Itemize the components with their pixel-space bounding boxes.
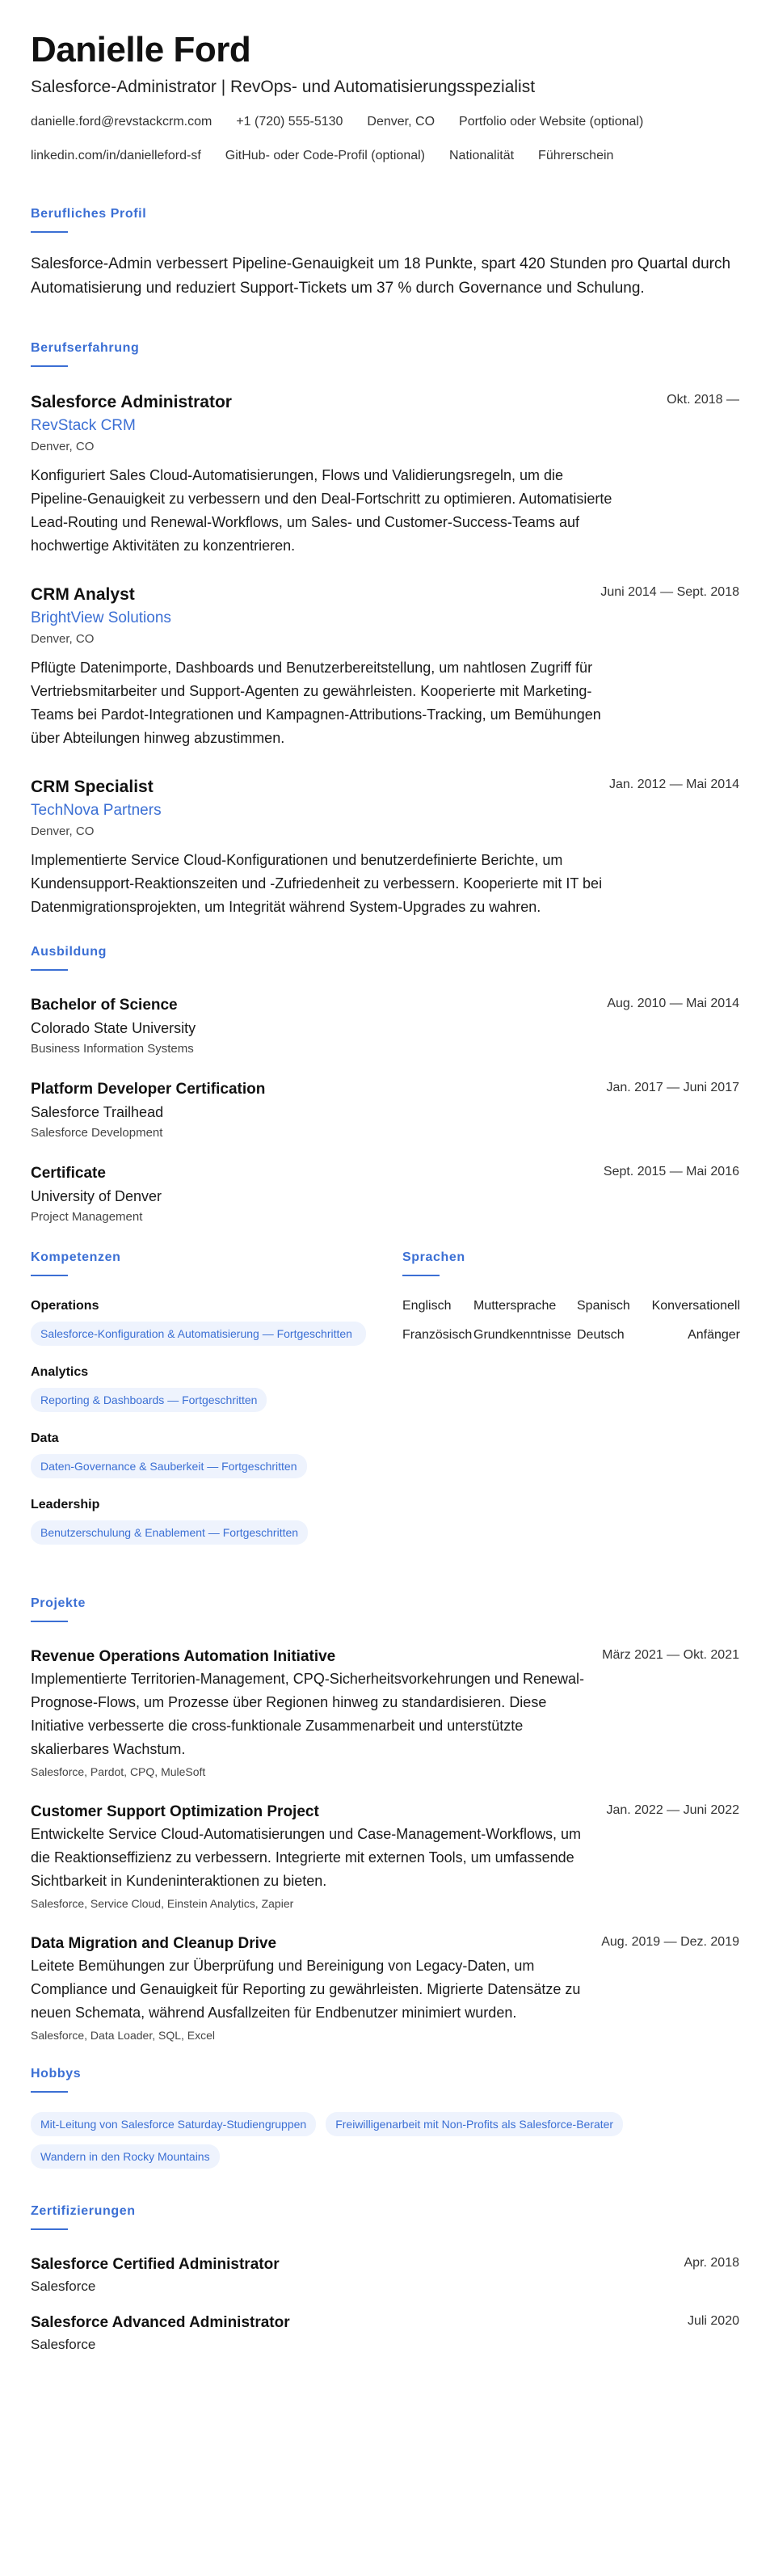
- education-section: [31, 945, 739, 1226]
- education-entry: [31, 1163, 739, 1226]
- experience-section: [31, 341, 739, 919]
- skill-category: Data: [31, 1431, 59, 1445]
- contact-linkedin[interactable]: linkedin.com/in/danielleford-sf: [31, 149, 201, 162]
- certification-date: Apr. 2018: [684, 2256, 739, 2270]
- contact-email[interactable]: danielle.ford@revstackcrm.com: [31, 115, 212, 129]
- languages-section: [402, 1250, 738, 1562]
- section-divider: [31, 1275, 68, 1276]
- section-title: Sprachen: [402, 1250, 465, 1264]
- project-entry: [31, 1802, 739, 1912]
- certification-entry: [31, 2312, 739, 2355]
- section-divider: [31, 2091, 68, 2093]
- job-location: Denver, CO: [31, 632, 95, 646]
- skill-category: Leadership: [31, 1498, 100, 1511]
- section-divider: [31, 365, 68, 367]
- section-divider: [31, 2228, 68, 2230]
- certification-name: Salesforce Certified Administrator: [31, 2256, 280, 2273]
- project-title: Revenue Operations Automation Initiative: [31, 1648, 336, 1665]
- project-entry: [31, 1646, 739, 1781]
- project-description: Implementierte Territorien-Management, CPQ-Sicherheitsvorkehrungen und Renewal-Prognose-Flows, um Prozesse über Regionen hinweg zu standardisieren. Diese Initiative verbesserte die cross-funktionale Zusammenarbeit und unterstützte skalierbares Wachstum.: [31, 1671, 584, 1757]
- project-title: Customer Support Optimization Project: [31, 1803, 319, 1820]
- job-title: CRM Specialist: [31, 778, 154, 796]
- field-of-study: Salesforce Development: [31, 1126, 163, 1140]
- skill-chip: Salesforce-Konfiguration & Automatisierung — Fortgeschritten: [31, 1322, 366, 1346]
- school-name: Colorado State University: [31, 1020, 196, 1036]
- degree-title: Platform Developer Certification: [31, 1081, 266, 1098]
- section-divider: [402, 1275, 440, 1276]
- project-dates: Aug. 2019 — Dez. 2019: [601, 1935, 739, 1949]
- language-level: Konversationell: [651, 1299, 740, 1313]
- project-technologies: Salesforce, Pardot, CPQ, MuleSoft: [31, 1765, 206, 1778]
- skill-chip: Daten-Governance & Sauberkeit — Fortgeschritten: [31, 1454, 307, 1478]
- job-description: Pflügte Datenimporte, Dashboards und Benutzerbereitstellung, um nahtlosen Zugriff für Vertriebsmitarbeiter und Support-Agenten zu gewährleisten. Kooperierte mit Marketing-Teams bei Pardot-Integrationen und Kampagnen-Attributions-Tracking, um Bemühungen über Abteilungen hinweg abzustimmen.: [31, 660, 601, 746]
- contact-portfolio[interactable]: Portfolio oder Website (optional): [459, 115, 644, 129]
- education-dates: Aug. 2010 — Mai 2014: [607, 997, 739, 1010]
- contact-phone[interactable]: +1 (720) 555-5130: [236, 115, 343, 129]
- section-title: Berufserfahrung: [31, 341, 140, 355]
- skill-group: [31, 1297, 394, 1346]
- candidate-headline: Salesforce-Administrator | RevOps- und Automatisierungsspezialist: [31, 78, 536, 96]
- hobby-chips: [31, 2112, 693, 2169]
- hobby-chip: Mit-Leitung von Salesforce Saturday-Studiengruppen: [31, 2112, 316, 2136]
- section-title: Kompetenzen: [31, 1250, 121, 1264]
- section-divider: [31, 231, 68, 233]
- certification-issuer: Salesforce: [31, 2279, 96, 2294]
- contact-license: Führerschein: [538, 149, 614, 162]
- candidate-name: Danielle Ford: [31, 30, 251, 70]
- field-of-study: Project Management: [31, 1210, 143, 1224]
- education-entry: [31, 1079, 739, 1142]
- project-technologies: Salesforce, Service Cloud, Einstein Analytics, Zapier: [31, 1897, 294, 1910]
- project-technologies: Salesforce, Data Loader, SQL, Excel: [31, 2029, 216, 2042]
- hobbies-section: [31, 2067, 739, 2169]
- education-dates: Jan. 2017 — Juni 2017: [606, 1081, 739, 1094]
- languages-grid: [402, 1297, 738, 1344]
- contact-nationality: Nationalität: [449, 149, 515, 162]
- contact-github[interactable]: GitHub- oder Code-Profil (optional): [225, 149, 425, 162]
- job-location: Denver, CO: [31, 440, 95, 453]
- contact-location: Denver, CO: [367, 115, 435, 129]
- project-description: Entwickelte Service Cloud-Automatisierungen und Case-Management-Workflows, um die Reaktionseffizienz zu verbessern. Integrierte mit externen Tools, um umfassende Sichtbarkeit in Kundeninteraktionen zu bieten.: [31, 1826, 581, 1889]
- company-name[interactable]: RevStack CRM: [31, 417, 136, 434]
- contact-info: [31, 113, 726, 165]
- experience-entry: [31, 584, 739, 750]
- section-title: Zertifizierungen: [31, 2204, 136, 2218]
- education-entry: [31, 995, 739, 1058]
- company-name[interactable]: TechNova Partners: [31, 802, 162, 819]
- job-location: Denver, CO: [31, 824, 95, 838]
- language-name: Französisch: [402, 1328, 473, 1342]
- education-dates: Sept. 2015 — Mai 2016: [603, 1165, 739, 1178]
- job-description: Konfiguriert Sales Cloud-Automatisierungen, Flows und Validierungsregeln, um die Pipeline-Genauigkeit zu verbessern und den Deal-Fortschritt zu optimieren. Automatisierte Lead-Routing und Renewal-Workflows, um Sales- und Customer-Success-Teams auf hochwertige Aktivitäten zu konzentrieren.: [31, 467, 612, 554]
- section-divider: [31, 969, 68, 971]
- skill-group: [31, 1496, 394, 1545]
- project-dates: März 2021 — Okt. 2021: [602, 1648, 739, 1662]
- section-title: Projekte: [31, 1596, 86, 1610]
- job-dates: Jan. 2012 — Mai 2014: [609, 778, 739, 791]
- language-level: Muttersprache: [473, 1299, 557, 1313]
- section-title: Ausbildung: [31, 945, 107, 959]
- certifications-section: [31, 2204, 739, 2355]
- section-title: Hobbys: [31, 2067, 82, 2081]
- language-name: Englisch: [402, 1299, 452, 1313]
- project-title: Data Migration and Cleanup Drive: [31, 1935, 277, 1952]
- school-name: University of Denver: [31, 1188, 162, 1204]
- school-name: Salesforce Trailhead: [31, 1104, 164, 1120]
- profile-summary: Salesforce-Admin verbessert Pipeline-Genauigkeit um 18 Punkte, spart 420 Stunden pro Quartal durch Automatisierung und reduziert Support-Tickets um 37 % durch Governance und Schulung.: [31, 255, 731, 297]
- job-description: Implementierte Service Cloud-Konfigurationen und benutzerdefinierte Berichte, um Kundensupport-Reaktionszeiten und -Zufriedenheit zu verbessern. Kooperierte mit IT bei Datenmigrationsprojekten, um Integrität während System-Upgrades zu wahren.: [31, 852, 603, 915]
- certification-issuer: Salesforce: [31, 2337, 96, 2352]
- job-dates: Okt. 2018 —: [667, 393, 739, 407]
- degree-title: Certificate: [31, 1165, 106, 1182]
- experience-entry: [31, 391, 739, 558]
- job-title: CRM Analyst: [31, 585, 135, 604]
- job-dates: Juni 2014 — Sept. 2018: [600, 585, 739, 599]
- experience-entry: [31, 776, 739, 919]
- skills-languages-row: [31, 1250, 739, 1562]
- section-title: Berufliches Profil: [31, 207, 147, 221]
- skill-category: Operations: [31, 1299, 99, 1313]
- certification-name: Salesforce Advanced Administrator: [31, 2314, 290, 2331]
- company-name[interactable]: BrightView Solutions: [31, 609, 171, 626]
- skills-section: [31, 1250, 394, 1562]
- certification-entry: [31, 2254, 739, 2296]
- resume-header: [31, 29, 739, 165]
- skill-chip: Benutzerschulung & Enablement — Fortgeschritten: [31, 1520, 308, 1545]
- section-divider: [31, 1621, 68, 1622]
- language-level: Grundkenntnisse: [473, 1328, 571, 1342]
- language-name: Spanisch: [577, 1299, 630, 1313]
- field-of-study: Business Information Systems: [31, 1042, 194, 1056]
- language-name: Deutsch: [577, 1328, 625, 1342]
- language-level: Anfänger: [688, 1328, 740, 1342]
- project-entry: [31, 1933, 739, 2044]
- project-dates: Jan. 2022 — Juni 2022: [606, 1803, 739, 1817]
- skill-group: [31, 1430, 394, 1478]
- degree-title: Bachelor of Science: [31, 997, 178, 1014]
- profile-section: [31, 207, 739, 301]
- hobby-chip: Freiwilligenarbeit mit Non-Profits als Salesforce-Berater: [326, 2112, 623, 2136]
- job-title: Salesforce Administrator: [31, 393, 232, 411]
- certification-date: Juli 2020: [687, 2314, 739, 2328]
- project-description: Leitete Bemühungen zur Überprüfung und Bereinigung von Legacy-Daten, um Compliance und Genauigkeit für Reporting zu gewährleisten. Migrierte Datensätze zu neuen Schemata, während Ausfallzeiten für Endbenutzer minimiert wurden.: [31, 1958, 581, 2021]
- hobby-chip: Wandern in den Rocky Mountains: [31, 2144, 220, 2169]
- skill-category: Analytics: [31, 1365, 89, 1379]
- skill-group: [31, 1364, 394, 1412]
- projects-section: [31, 1596, 739, 2044]
- skill-chip: Reporting & Dashboards — Fortgeschritten: [31, 1388, 267, 1412]
